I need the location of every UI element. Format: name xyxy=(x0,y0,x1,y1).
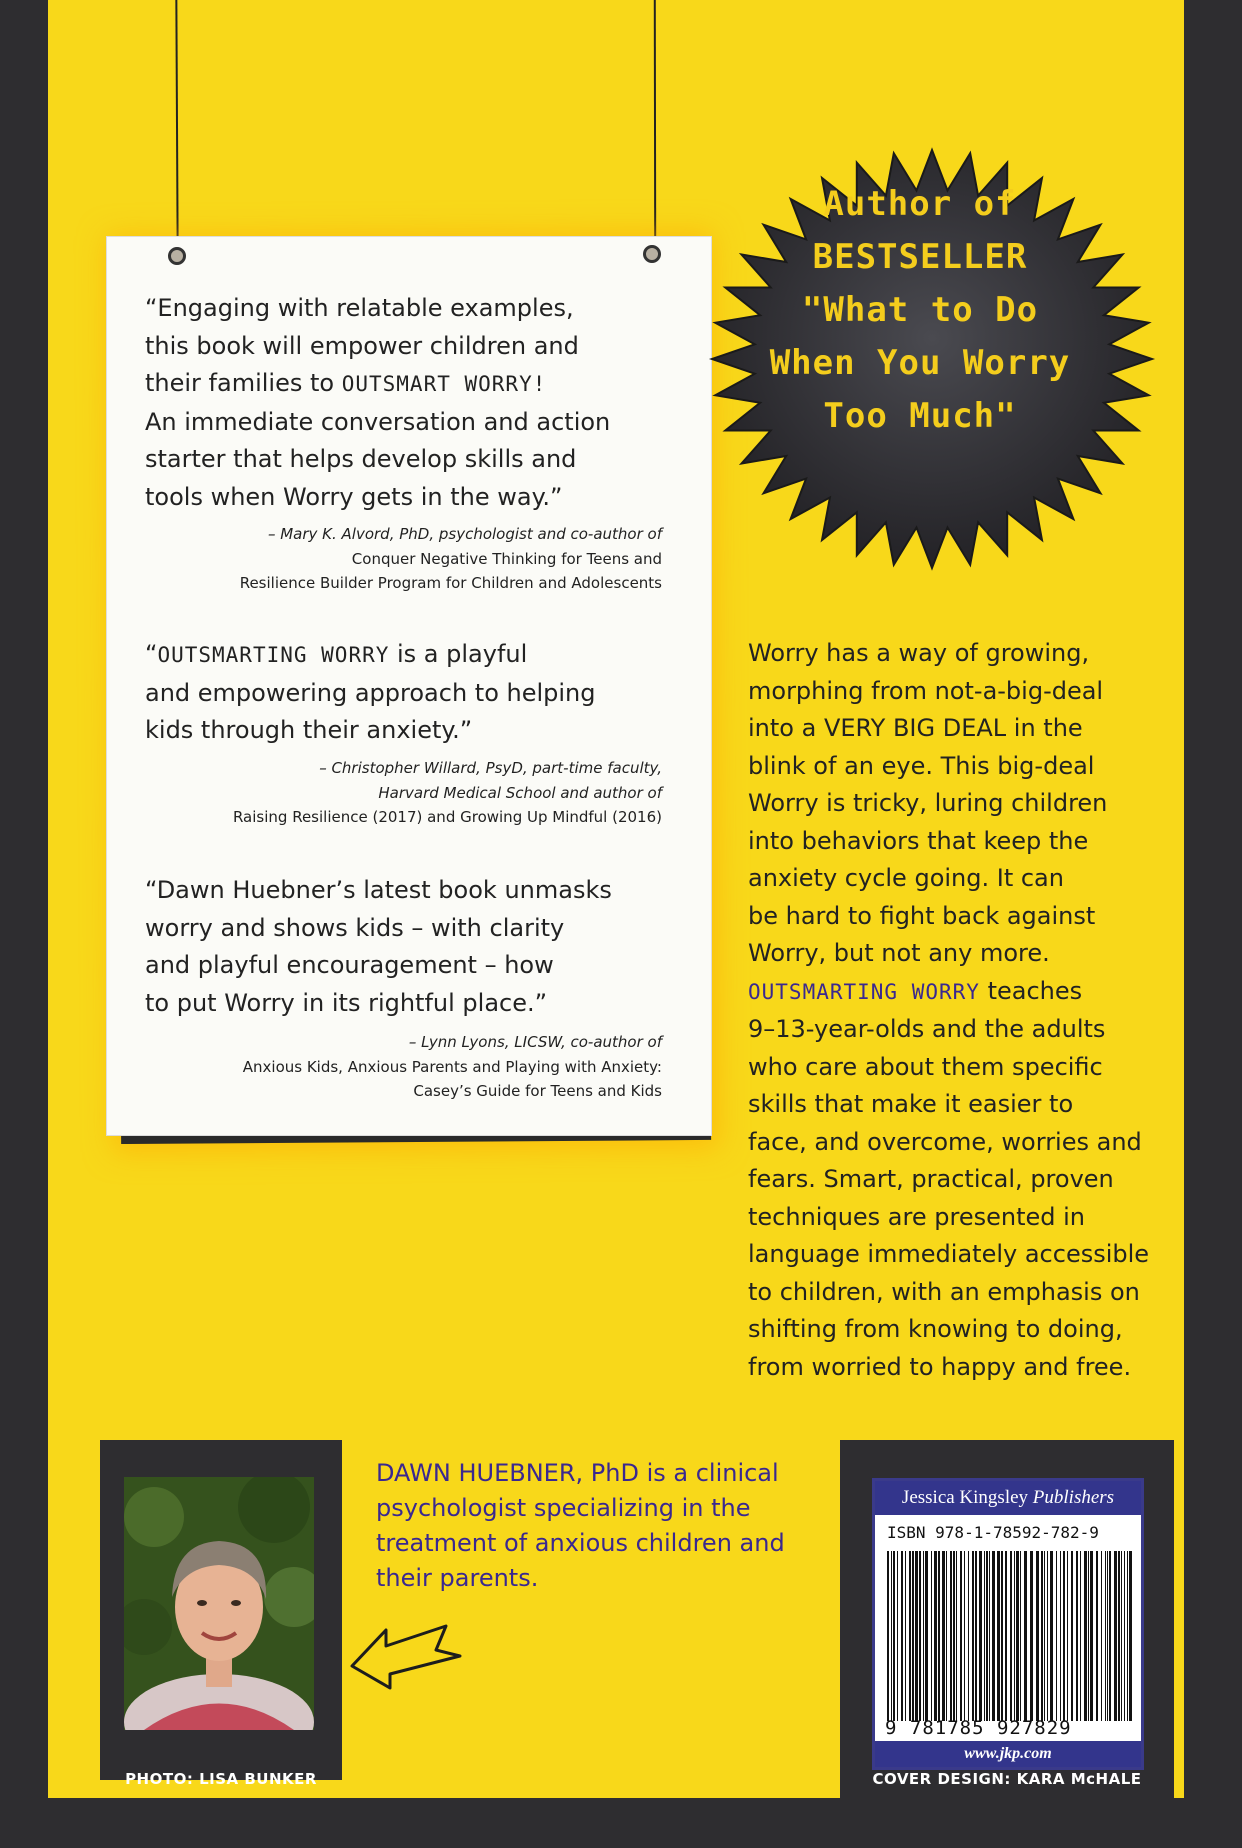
barcode-bar xyxy=(1016,1551,1019,1721)
attribution-line: Anxious Kids, Anxious Parents and Playing with Anxiety: xyxy=(242,1057,662,1076)
barcode-bar xyxy=(1084,1551,1087,1721)
barcode-bar xyxy=(912,1551,914,1721)
quote-book-title: OUTSMART WORRY! xyxy=(341,372,547,396)
bestseller-text xyxy=(700,178,1140,443)
desc-line: morphing from not-a-big-deal xyxy=(748,676,1104,705)
quote-line: An immediate conversation and action xyxy=(145,407,611,436)
barcode-bar xyxy=(1071,1551,1073,1721)
quote-line: worry and shows kids – with clarity xyxy=(145,913,565,942)
publisher-name: Jessica Kingsley xyxy=(901,1487,1029,1508)
barcode-card xyxy=(872,1478,1144,1770)
barcode-bar xyxy=(964,1551,965,1721)
barcode-bar xyxy=(1047,1551,1048,1721)
barcode-bar xyxy=(968,1551,969,1721)
book-description xyxy=(748,635,1168,1386)
desc-line: be hard to fight back against xyxy=(748,901,1096,930)
barcode-bar xyxy=(1127,1551,1128,1721)
barcode-bar xyxy=(1107,1551,1108,1721)
burst-line: "What to Do xyxy=(801,290,1039,330)
barcode-bar xyxy=(989,1551,990,1721)
barcode-bar xyxy=(925,1551,928,1721)
quote-2 xyxy=(145,636,685,750)
barcode-bar xyxy=(923,1551,924,1721)
barcode-bar xyxy=(984,1551,985,1721)
barcode-bar xyxy=(1024,1551,1027,1721)
barcode-bar xyxy=(1001,1551,1003,1721)
desc-book-title: OUTSMARTING WORRY xyxy=(748,979,980,1004)
barcode-bar xyxy=(905,1551,906,1721)
barcode-bar xyxy=(1118,1551,1120,1721)
author-photo xyxy=(124,1477,314,1730)
barcode-bar xyxy=(992,1551,995,1721)
barcode-bar xyxy=(931,1551,932,1721)
barcode-bar xyxy=(1124,1551,1125,1721)
barcode-bar xyxy=(1109,1551,1111,1721)
desc-line: language immediately accessible xyxy=(748,1240,1150,1268)
quote-text: “ xyxy=(145,640,158,668)
barcode-icon xyxy=(885,1551,1135,1721)
quote-text: is a playful xyxy=(389,640,528,668)
quote-2-attribution xyxy=(140,756,662,830)
barcode-bar xyxy=(1030,1551,1033,1721)
desc-line: shifting from knowing to doing, xyxy=(748,1315,1123,1343)
attribution-line: Raising Resilience (2017) and Growing Up Mindful (2016) xyxy=(232,808,662,826)
cover-design-credit: COVER DESIGN: KARA McHALE xyxy=(872,1770,1142,1788)
attribution-line: Casey’s Guide for Teens and Kids xyxy=(413,1082,662,1100)
desc-line: skills that make it easier to xyxy=(748,1090,1074,1118)
author-name: DAWN HUEBNER, PhD xyxy=(376,1459,639,1487)
attribution-line: Conquer Negative Thinking for Teens and xyxy=(351,549,662,568)
barcode-bar xyxy=(942,1551,945,1721)
quote-line: “Engaging with relatable examples, xyxy=(145,294,574,322)
barcode-bar xyxy=(1101,1551,1102,1721)
barcode-bar xyxy=(1014,1551,1015,1721)
quote-line xyxy=(145,636,685,675)
barcode-bar xyxy=(891,1551,892,1721)
desc-line: to children, with an emphasis on xyxy=(748,1277,1140,1306)
attribution-line: Harvard Medical School and author of xyxy=(378,783,662,802)
card-hole-left xyxy=(168,247,186,265)
barcode-bar xyxy=(1050,1551,1053,1721)
barcode-bar xyxy=(1090,1551,1093,1721)
quote-line: tools when Worry gets in the way.” xyxy=(145,482,563,511)
desc-line: 9–13-year-olds and the adults xyxy=(748,1015,1106,1043)
barcode-bar xyxy=(915,1551,918,1721)
barcode-bar xyxy=(1129,1551,1132,1721)
hanging-string-right xyxy=(654,0,656,252)
quote-line: this book will empower children and xyxy=(145,331,579,360)
burst-line: When You Worry xyxy=(769,343,1071,383)
barcode-bar xyxy=(893,1551,895,1721)
quote-line: “Dawn Huebner’s latest book unmasks xyxy=(145,876,612,904)
barcode-bar xyxy=(1060,1551,1061,1721)
quote-text: their families to xyxy=(145,369,342,397)
barcode-bar xyxy=(1020,1551,1021,1721)
desc-line: Worry is tricky, luring children xyxy=(748,789,1108,817)
barcode-bar xyxy=(946,1551,947,1721)
barcode-bar xyxy=(901,1551,903,1721)
desc-line: fears. Smart, practical, proven xyxy=(748,1165,1114,1193)
barcode-bar xyxy=(979,1551,982,1721)
barcode-bar xyxy=(1036,1551,1039,1721)
barcode-bar xyxy=(972,1551,974,1721)
barcode-bar xyxy=(1056,1551,1057,1721)
publisher-website: www.jkp.com xyxy=(875,1741,1141,1767)
barcode-bar xyxy=(953,1551,955,1721)
desc-line: face, and overcome, worries and xyxy=(748,1127,1142,1156)
barcode-bar xyxy=(897,1551,898,1721)
barcode-bar xyxy=(975,1551,977,1721)
barcode-bar xyxy=(1063,1551,1065,1721)
barcode-bar xyxy=(938,1551,940,1721)
barcode-bar xyxy=(934,1551,937,1721)
quote-line: and empowering approach to helping xyxy=(145,678,596,707)
quote-3 xyxy=(145,872,685,1022)
bottom-band xyxy=(48,1798,1184,1822)
barcode-bar xyxy=(887,1551,889,1721)
quote-line: to put Worry in its rightful place.” xyxy=(145,988,548,1017)
card-hole-right xyxy=(643,245,661,263)
photo-credit: PHOTO: LISA BUNKER xyxy=(125,1770,317,1788)
barcode-bar xyxy=(919,1551,921,1721)
desc-line: into behaviors that keep the xyxy=(748,826,1089,855)
desc-line xyxy=(748,973,1168,1012)
attribution-line: – Mary K. Alvord, PhD, psychologist and co-author of xyxy=(267,525,662,543)
quote-1-attribution xyxy=(140,522,662,596)
barcode-bar xyxy=(1041,1551,1043,1721)
barcode-bar xyxy=(1088,1551,1089,1721)
desc-line: who care about them specific xyxy=(748,1052,1103,1081)
barcode-bar xyxy=(1010,1551,1012,1721)
barcode-bar xyxy=(1044,1551,1045,1721)
barcode-bar xyxy=(956,1551,957,1721)
quote-book-title: OUTSMARTING WORRY xyxy=(157,643,390,667)
barcode-bar xyxy=(1067,1551,1068,1721)
desc-line: blink of an eye. This big-deal xyxy=(748,751,1095,780)
barcode-bar xyxy=(997,1551,1000,1721)
barcode-bar xyxy=(1096,1551,1098,1721)
quote-3-attribution xyxy=(140,1030,662,1104)
quote-line: starter that helps develop skills and xyxy=(145,445,577,473)
author-bio xyxy=(376,1456,826,1596)
barcode-bar xyxy=(1121,1551,1122,1721)
publisher-banner xyxy=(875,1481,1141,1515)
barcode-bar xyxy=(1105,1551,1106,1721)
arrow-left-icon xyxy=(346,1610,466,1694)
barcode-bar xyxy=(1005,1551,1007,1721)
barcode-bar xyxy=(1080,1551,1081,1721)
desc-line: techniques are presented in xyxy=(748,1202,1085,1231)
quote-line: kids through their anxiety.” xyxy=(145,716,473,744)
quote-line xyxy=(145,365,685,404)
desc-line: into a VERY BIG DEAL in the xyxy=(748,714,1083,742)
burst-line: Author of xyxy=(823,184,1017,224)
barcode-bar xyxy=(1076,1551,1078,1721)
desc-line: from worried to happy and free. xyxy=(748,1352,1132,1381)
barcode-bar xyxy=(960,1551,962,1721)
barcode-bar xyxy=(986,1551,988,1721)
barcode-bar xyxy=(950,1551,952,1721)
desc-line: anxiety cycle going. It can xyxy=(748,864,1064,892)
barcode-bar xyxy=(909,1551,911,1721)
desc-text: teaches xyxy=(979,976,1083,1005)
attribution-line: – Christopher Willard, PsyD, part-time faculty, xyxy=(319,759,662,777)
desc-line: Worry has a way of growing, xyxy=(748,639,1090,667)
barcode-number: 9 781785 927829 xyxy=(885,1717,1072,1739)
quote-line: and playful encouragement – how xyxy=(145,951,554,979)
author-portrait-icon xyxy=(124,1477,314,1730)
attribution-line: – Lynn Lyons, LICSW, co-author of xyxy=(408,1033,662,1051)
quote-1 xyxy=(145,290,685,516)
barcode-bar xyxy=(1114,1551,1117,1721)
desc-line: Worry, but not any more. xyxy=(748,939,1050,967)
burst-line: BESTSELLER xyxy=(812,237,1028,277)
attribution-line: Resilience Builder Program for Children and Adolescents xyxy=(239,574,662,592)
isbn-label: ISBN 978-1-78592-782-9 xyxy=(887,1523,1099,1542)
author-bio-text: is a clinical psychologist specializing in the treatment of anxious children and their parents. xyxy=(376,1459,785,1592)
burst-line: Too Much" xyxy=(823,396,1017,436)
publisher-suffix: Publishers xyxy=(1032,1487,1115,1508)
